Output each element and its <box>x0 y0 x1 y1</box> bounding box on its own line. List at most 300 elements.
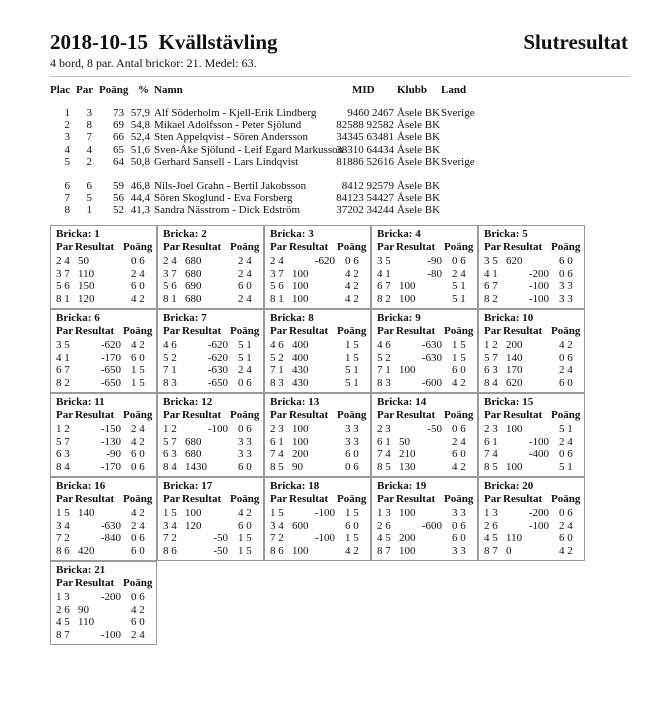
col-header-plac: Plac <box>50 84 71 96</box>
board-row <box>158 461 263 474</box>
result-type-title: Slutresultat <box>523 30 628 54</box>
board-par: 4 5 <box>56 616 70 628</box>
board-col-header: Par <box>56 577 74 589</box>
board-result-ew: -100 <box>100 628 121 641</box>
board-result-ew: -90 <box>427 255 442 267</box>
board-points: 2 4 <box>452 267 466 280</box>
board-par: 5 6 <box>270 280 284 292</box>
board-row <box>51 339 156 352</box>
board-row <box>479 436 584 449</box>
board-col-header: Poäng <box>551 241 581 253</box>
board-result-ew: -150 <box>100 423 121 435</box>
board-result-ns: 1430 <box>185 460 207 473</box>
board-result-ns: 140 <box>78 507 95 519</box>
board-box <box>157 309 264 393</box>
board-par: 6 7 <box>377 280 391 292</box>
board-points: 3 3 <box>452 507 466 519</box>
cell-plac: 5 <box>64 155 70 168</box>
board-row <box>479 280 584 293</box>
board-par: 8 2 <box>56 376 70 389</box>
cell-klubb: Åsele BK <box>397 131 441 144</box>
board-result-ns: 90 <box>292 460 303 473</box>
cell-mid: 37202 34244 <box>336 204 394 217</box>
board-result-ns: 430 <box>292 364 309 376</box>
board-row <box>372 364 477 377</box>
board-result-ns: 200 <box>399 532 416 544</box>
board-points: 6 0 <box>452 448 466 460</box>
board-par: 4 6 <box>270 339 284 351</box>
col-header-par: Par <box>76 84 94 96</box>
board-box <box>264 225 371 309</box>
board-row <box>51 448 156 461</box>
board-points: 2 4 <box>238 292 252 305</box>
board-result-ew: -650 <box>100 376 121 389</box>
cell-mid: 9460 2467 <box>347 107 394 119</box>
board-result-ew: -170 <box>100 351 121 364</box>
board-row <box>158 364 263 377</box>
board-points: 6 0 <box>559 532 573 544</box>
board-points: 0 6 <box>131 460 145 473</box>
col-header-mid: MID <box>352 84 375 96</box>
board-points: 0 6 <box>238 376 252 389</box>
board-result-ns: 130 <box>399 460 416 473</box>
board-row <box>158 268 263 281</box>
board-result-ew: -200 <box>528 507 549 519</box>
board-result-ns: 620 <box>506 255 523 267</box>
board-box <box>478 309 585 393</box>
board-col-header: Resultat <box>75 409 115 421</box>
board-points: 0 6 <box>559 351 573 364</box>
board-par: 1 3 <box>56 591 70 603</box>
results-row <box>0 204 650 218</box>
board-col-header: Poäng <box>123 409 153 421</box>
cell-pct: 44,4 <box>130 192 150 205</box>
board-result-ew: -630 <box>421 351 442 364</box>
board-box <box>50 309 157 393</box>
board-col-header: Resultat <box>289 325 329 337</box>
board-col-header: Par <box>270 409 288 421</box>
board-title: Bricka: 6 <box>56 312 100 324</box>
board-col-header: Resultat <box>75 325 115 337</box>
board-row <box>372 423 477 436</box>
board-par: 7 2 <box>56 532 70 544</box>
board-box <box>50 225 157 309</box>
board-title: Bricka: 15 <box>484 396 534 408</box>
board-result-ew: -90 <box>106 448 121 460</box>
board-par: 6 1 <box>377 435 391 448</box>
cell-par: 6 <box>86 180 92 192</box>
board-par: 1 5 <box>163 507 177 519</box>
cell-namn: Sandra Nässtrom - Dick Edström <box>154 204 301 217</box>
cell-poang: 52 <box>113 204 124 217</box>
board-par: 2 3 <box>484 423 498 435</box>
board-col-header: Poäng <box>230 409 260 421</box>
board-col-header: Resultat <box>396 325 436 337</box>
board-points: 0 6 <box>131 591 145 603</box>
board-par: 1 2 <box>163 423 177 435</box>
cell-mid: 84123 54427 <box>336 192 394 205</box>
board-col-header: Par <box>377 493 395 505</box>
board-col-header: Poäng <box>444 241 474 253</box>
board-row <box>372 532 477 545</box>
board-result-ns: 100 <box>292 267 309 280</box>
board-result-ew: -600 <box>421 519 442 532</box>
board-par: 7 4 <box>270 448 284 460</box>
board-row <box>372 545 477 558</box>
board-par: 3 7 <box>270 267 284 280</box>
board-col-header: Par <box>56 241 74 253</box>
board-result-ew: -620 <box>207 351 228 364</box>
board-par: 2 3 <box>377 423 391 435</box>
board-row <box>51 352 156 365</box>
board-par: 2 4 <box>56 255 70 267</box>
board-result-ew: -100 <box>528 280 549 292</box>
board-col-header: Resultat <box>75 577 115 589</box>
board-points: 4 2 <box>131 435 145 448</box>
board-par: 6 1 <box>270 435 284 448</box>
board-par: 6 3 <box>163 448 177 460</box>
board-par: 8 6 <box>163 544 177 557</box>
board-title: Bricka: 16 <box>56 480 106 492</box>
board-row <box>158 352 263 365</box>
cell-par: 1 <box>86 204 92 217</box>
board-row <box>158 423 263 436</box>
board-box <box>371 477 478 561</box>
board-points: 1 5 <box>131 376 145 389</box>
board-result-ns: 400 <box>292 351 309 364</box>
cell-namn: Mikael Adolfsson - Peter Sjölund <box>154 119 302 132</box>
board-par: 7 4 <box>377 448 391 460</box>
page-title: 2018-10-15 Kvällstävling <box>50 30 278 54</box>
board-par: 4 6 <box>163 339 177 351</box>
board-par: 8 6 <box>56 544 70 557</box>
board-points: 0 6 <box>559 267 573 280</box>
board-par: 2 4 <box>270 255 284 267</box>
board-box <box>50 393 157 477</box>
cell-poang: 66 <box>113 131 124 144</box>
board-col-header: Par <box>377 409 395 421</box>
board-col-header: Poäng <box>444 325 474 337</box>
board-col-header: Par <box>377 241 395 253</box>
board-par: 3 7 <box>56 267 70 280</box>
board-box <box>50 561 157 645</box>
board-result-ew: -100 <box>528 292 549 305</box>
board-par: 8 2 <box>377 292 391 305</box>
board-title: Bricka: 10 <box>484 312 534 324</box>
board-col-header: Poäng <box>337 241 367 253</box>
cell-land: Sverige <box>441 107 475 119</box>
board-col-header: Resultat <box>75 493 115 505</box>
board-row <box>372 377 477 390</box>
board-par: 8 5 <box>484 460 498 473</box>
board-row <box>265 423 370 436</box>
board-col-header: Par <box>484 241 502 253</box>
board-par: 8 4 <box>484 376 498 389</box>
board-par: 8 7 <box>484 544 498 557</box>
board-col-header: Resultat <box>75 241 115 253</box>
board-result-ew: -50 <box>213 544 228 557</box>
board-title: Bricka: 18 <box>270 480 320 492</box>
board-row <box>479 448 584 461</box>
board-row <box>372 255 477 268</box>
board-box <box>371 225 478 309</box>
board-row <box>265 293 370 306</box>
cell-klubb: Åsele BK <box>397 107 441 119</box>
board-par: 3 5 <box>484 255 498 267</box>
cell-namn: Alf Söderholm - Kjell-Erik Lindberg <box>154 107 317 119</box>
board-par: 6 7 <box>484 280 498 292</box>
cell-plac: 1 <box>64 107 70 119</box>
board-par: 3 4 <box>56 519 70 532</box>
board-points: 5 1 <box>559 460 573 473</box>
board-par: 5 6 <box>163 280 177 292</box>
board-col-header: Poäng <box>551 409 581 421</box>
board-row <box>51 616 156 629</box>
board-row <box>265 280 370 293</box>
board-points: 4 2 <box>559 544 573 557</box>
board-result-ns: 680 <box>185 292 202 305</box>
board-points: 4 2 <box>131 507 145 519</box>
board-par: 8 1 <box>163 292 177 305</box>
board-row <box>372 293 477 306</box>
board-points: 3 3 <box>452 544 466 557</box>
board-box <box>478 225 585 309</box>
board-result-ns: 120 <box>185 519 202 532</box>
board-row <box>51 268 156 281</box>
cell-par: 8 <box>86 119 92 132</box>
board-row <box>372 448 477 461</box>
col-header-pct: % <box>138 84 149 96</box>
board-row <box>265 545 370 558</box>
board-row <box>372 352 477 365</box>
board-title: Bricka: 13 <box>270 396 320 408</box>
board-par: 3 5 <box>377 255 391 267</box>
board-result-ew: -50 <box>427 423 442 435</box>
board-result-ew: -650 <box>207 376 228 389</box>
cell-poang: 64 <box>113 155 124 168</box>
board-col-header: Par <box>56 409 74 421</box>
cell-land: Sverige <box>441 155 475 168</box>
board-result-ns: 110 <box>506 532 523 544</box>
board-col-header: Par <box>56 325 74 337</box>
cell-pct: 57,9 <box>130 107 150 119</box>
board-points: 2 4 <box>131 267 145 280</box>
board-title: Bricka: 9 <box>377 312 421 324</box>
cell-namn: Sören Skoglund - Eva Forsberg <box>154 192 293 205</box>
board-result-ew: -100 <box>314 507 335 519</box>
board-points: 1 5 <box>345 532 359 544</box>
board-result-ew: -840 <box>100 532 121 544</box>
board-title: Bricka: 12 <box>163 396 213 408</box>
board-title: Bricka: 17 <box>163 480 213 492</box>
board-points: 1 5 <box>452 351 466 364</box>
board-result-ns: 680 <box>185 255 202 267</box>
cell-pct: 54,8 <box>130 119 150 132</box>
board-result-ew: -170 <box>100 460 121 473</box>
board-col-header: Resultat <box>182 409 222 421</box>
board-row <box>51 461 156 474</box>
board-result-ns: 200 <box>506 339 523 351</box>
board-row <box>158 339 263 352</box>
board-points: 6 0 <box>131 616 145 628</box>
board-box <box>264 309 371 393</box>
board-points: 0 6 <box>345 255 359 267</box>
board-points: 0 6 <box>131 255 145 267</box>
board-points: 0 6 <box>452 423 466 435</box>
board-row <box>372 436 477 449</box>
board-points: 2 4 <box>131 423 145 435</box>
col-header-klubb: Klubb <box>397 84 427 96</box>
board-par: 8 4 <box>56 460 70 473</box>
board-box <box>50 477 157 561</box>
board-points: 4 2 <box>559 339 573 351</box>
board-points: 6 0 <box>131 351 145 364</box>
board-result-ns: 50 <box>399 435 410 448</box>
board-points: 6 0 <box>238 519 252 532</box>
board-result-ns: 210 <box>399 448 416 460</box>
board-par: 7 1 <box>377 364 391 376</box>
board-par: 8 5 <box>377 460 391 473</box>
board-par: 1 5 <box>56 507 70 519</box>
board-col-header: Poäng <box>444 409 474 421</box>
board-result-ns: 140 <box>506 351 523 364</box>
cell-mid: 38310 64434 <box>336 143 394 156</box>
board-col-header: Resultat <box>396 409 436 421</box>
board-result-ew: -630 <box>421 339 442 351</box>
board-points: 2 4 <box>559 435 573 448</box>
board-box <box>264 393 371 477</box>
cell-namn: Sten Appelqvist - Sören Andersson <box>154 131 308 144</box>
board-row <box>51 507 156 520</box>
board-points: 6 0 <box>452 364 466 376</box>
col-header-poang: Poäng <box>99 84 129 96</box>
board-result-ns: 680 <box>185 448 202 460</box>
board-points: 6 0 <box>131 280 145 292</box>
board-result-ns: 100 <box>399 507 416 519</box>
board-row <box>158 520 263 533</box>
board-row <box>479 532 584 545</box>
board-row <box>479 461 584 474</box>
board-points: 6 0 <box>559 376 573 389</box>
board-title: Bricka: 4 <box>377 228 421 240</box>
board-result-ew: -650 <box>100 364 121 376</box>
board-col-header: Resultat <box>503 241 543 253</box>
cell-klubb: Åsele BK <box>397 119 441 132</box>
board-points: 3 3 <box>559 292 573 305</box>
board-points: 5 1 <box>559 423 573 435</box>
board-par: 3 7 <box>163 267 177 280</box>
board-col-header: Resultat <box>182 325 222 337</box>
board-col-header: Par <box>484 493 502 505</box>
board-points: 0 6 <box>345 460 359 473</box>
board-points: 6 0 <box>559 255 573 267</box>
board-points: 2 4 <box>238 364 252 376</box>
cell-namn: Gerhard Sansell - Lars Lindqvist <box>154 155 299 168</box>
board-title: Bricka: 8 <box>270 312 314 324</box>
board-row <box>479 507 584 520</box>
board-box <box>264 477 371 561</box>
board-title: Bricka: 14 <box>377 396 427 408</box>
board-result-ns: 110 <box>78 267 95 280</box>
cell-par: 4 <box>86 143 92 156</box>
board-par: 8 7 <box>377 544 391 557</box>
board-box <box>157 477 264 561</box>
board-par: 8 1 <box>56 292 70 305</box>
board-row <box>265 461 370 474</box>
board-par: 8 6 <box>270 544 284 557</box>
board-par: 4 1 <box>56 351 70 364</box>
board-box <box>371 393 478 477</box>
board-par: 3 4 <box>163 519 177 532</box>
cell-par: 3 <box>86 107 92 119</box>
board-row <box>51 436 156 449</box>
board-points: 4 2 <box>452 460 466 473</box>
board-col-header: Par <box>484 409 502 421</box>
board-row <box>51 532 156 545</box>
board-result-ns: 100 <box>292 544 309 557</box>
board-col-header: Par <box>163 325 181 337</box>
board-result-ew: -50 <box>213 532 228 544</box>
board-points: 4 2 <box>131 292 145 305</box>
board-col-header: Poäng <box>123 493 153 505</box>
board-points: 4 2 <box>345 544 359 557</box>
board-par: 7 1 <box>270 364 284 376</box>
cell-klubb: Åsele BK <box>397 155 441 168</box>
board-row <box>479 339 584 352</box>
board-result-ns: 100 <box>506 460 523 473</box>
board-points: 3 3 <box>559 280 573 292</box>
board-row <box>265 448 370 461</box>
board-row <box>158 280 263 293</box>
board-row <box>372 339 477 352</box>
board-result-ns: 420 <box>78 544 95 557</box>
board-row <box>51 545 156 558</box>
board-row <box>372 268 477 281</box>
board-points: 2 4 <box>452 435 466 448</box>
board-par: 1 3 <box>484 507 498 519</box>
board-par: 5 7 <box>56 435 70 448</box>
board-par: 5 7 <box>484 351 498 364</box>
board-row <box>51 377 156 390</box>
board-row <box>265 436 370 449</box>
board-points: 4 2 <box>452 376 466 389</box>
board-result-ns: 100 <box>506 423 523 435</box>
board-box <box>157 225 264 309</box>
board-row <box>265 377 370 390</box>
board-title: Bricka: 7 <box>163 312 207 324</box>
board-result-ew: -620 <box>100 339 121 351</box>
board-par: 6 3 <box>484 364 498 376</box>
cell-pct: 50,8 <box>130 155 150 168</box>
cell-pct: 52,4 <box>130 131 150 144</box>
board-par: 7 4 <box>484 448 498 460</box>
board-result-ns: 120 <box>78 292 95 305</box>
board-par: 2 3 <box>270 423 284 435</box>
board-row <box>479 352 584 365</box>
board-col-header: Resultat <box>182 493 222 505</box>
board-result-ns: 100 <box>292 280 309 292</box>
cell-mid: 34345 63481 <box>336 131 394 144</box>
board-row <box>479 423 584 436</box>
board-points: 5 1 <box>345 364 359 376</box>
board-title: Bricka: 19 <box>377 480 427 492</box>
board-box <box>478 393 585 477</box>
results-row <box>0 156 650 170</box>
board-points: 5 1 <box>238 351 252 364</box>
page-subtitle: 4 bord, 8 par. Antal brickor: 21. Medel: 63. <box>50 56 257 70</box>
board-result-ew: -200 <box>528 267 549 280</box>
board-row <box>158 255 263 268</box>
